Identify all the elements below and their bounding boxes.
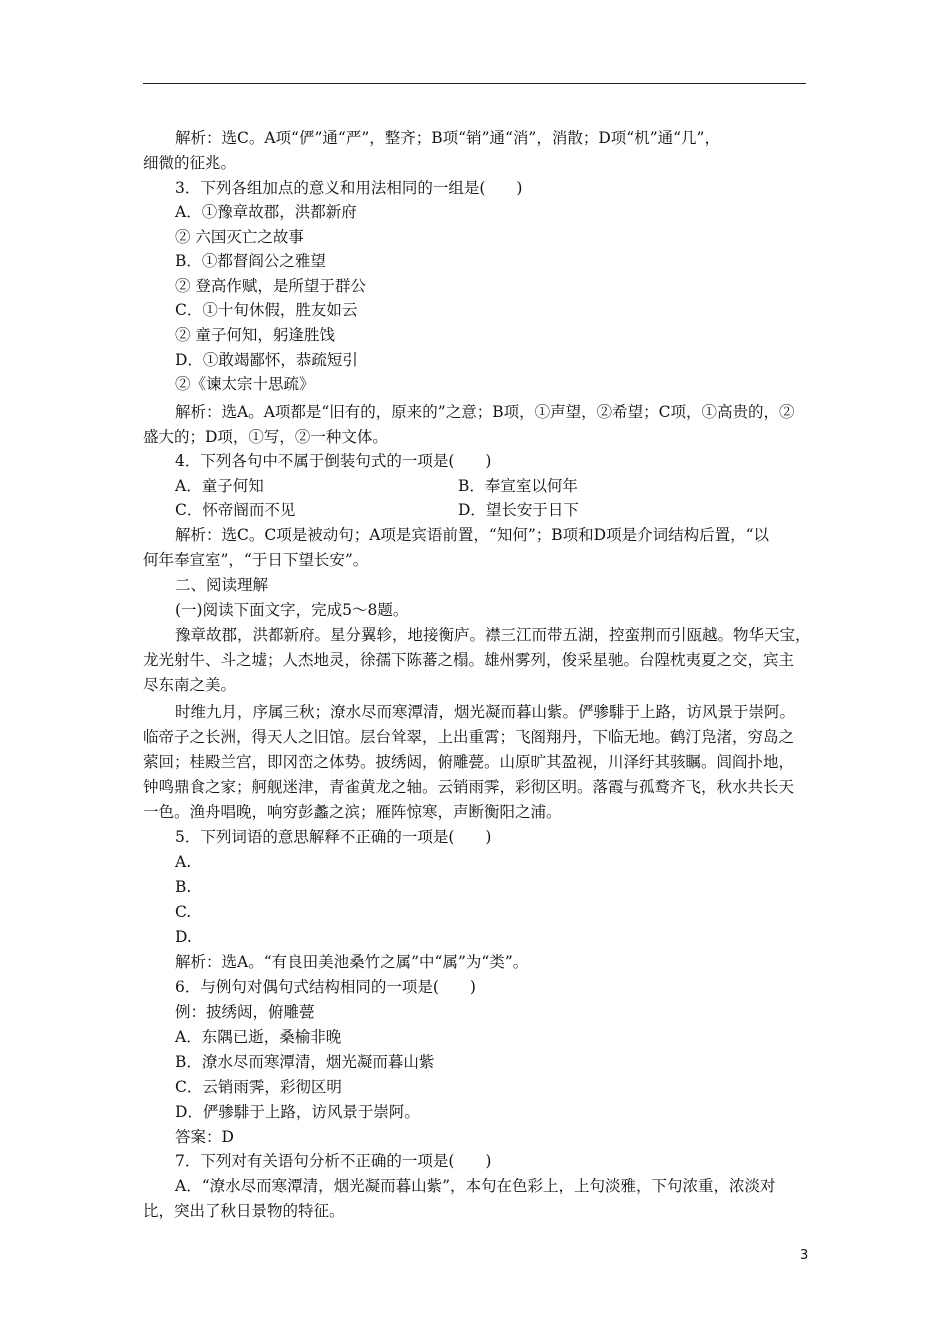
analysis-q2-cont: 细微的征兆。 bbox=[143, 154, 237, 172]
header-rule bbox=[143, 83, 806, 84]
q7-option-a: A．“潦水尽而寒潭清，烟光凝而暮山紫”，本句在色彩上，上句淡雅，下句浓重，浓淡对 bbox=[175, 1177, 776, 1195]
q4-option-a: A．童子何知 bbox=[175, 477, 264, 495]
q6-example: 例：披绣闼，俯雕甍 bbox=[175, 1003, 315, 1021]
q4-option-b: B．奉宣室以何年 bbox=[458, 477, 578, 495]
passage-p1-l2: 龙光射牛、斗之墟；人杰地灵，徐孺下陈蕃之榻。雄州雾列，俊采星驰。台隍枕夷夏之交，宾主 bbox=[143, 651, 795, 669]
page-number: 3 bbox=[800, 1248, 809, 1263]
passage-instruction: (一)阅读下面文字，完成5～8题。 bbox=[175, 601, 409, 619]
passage-p2-l1: 时维九月，序属三秋；潦水尽而寒潭清，烟光凝而暮山紫。俨骖騑于上路，访风景于崇阿。 bbox=[175, 703, 796, 721]
q3-option-a1: A．①豫章故郡，洪都新府 bbox=[175, 203, 357, 221]
q3-option-d2: ②《谏太宗十思疏》 bbox=[175, 375, 315, 393]
q3-option-c2: ② 童子何知，躬逢胜饯 bbox=[175, 326, 335, 344]
question-3: 3．下列各组加点的意义和用法相同的一组是( ) bbox=[175, 179, 523, 197]
passage-p2-l2: 临帝子之长洲，得天人之旧馆。层台耸翠，上出重霄；飞阁翔丹，下临无地。鹤汀凫渚，穷岛之 bbox=[143, 728, 795, 746]
analysis-q3: 解析：选A。A项都是“旧有的，原来的”之意；B项，①声望，②希望；C项，①高贵的，② bbox=[175, 403, 795, 421]
analysis-q5: 解析：选A。“有良田美池桑竹之属”中“属”为“类”。 bbox=[175, 953, 529, 971]
q4-row-1 bbox=[175, 476, 815, 496]
question-5: 5．下列词语的意思解释不正确的一项是( ) bbox=[175, 828, 492, 846]
q6-option-d: D．俨骖騑于上路，访风景于崇阿。 bbox=[175, 1103, 420, 1121]
q4-option-d: D．望长安于日下 bbox=[458, 501, 579, 519]
q6-option-c: C．云销雨霁，彩彻区明 bbox=[175, 1078, 342, 1096]
q3-option-b1: B．①都督阎公之雅望 bbox=[175, 252, 326, 270]
passage-p1-l1: 豫章故郡，洪都新府。星分翼轸，地接衡庐。襟三江而带五湖，控蛮荆而引瓯越。物华天宝， bbox=[175, 626, 811, 644]
q7-option-a-cont: 比，突出了秋日景物的特征。 bbox=[143, 1202, 345, 1220]
analysis-q4: 解析：选C。C项是被动句；A项是宾语前置，“知何”；B项和D项是介词结构后置，“以 bbox=[175, 526, 770, 544]
question-7: 7．下列对有关语句分析不正确的一项是( ) bbox=[175, 1152, 492, 1170]
passage-p1-l3: 尽东南之美。 bbox=[143, 676, 237, 694]
answer-q6: 答案：D bbox=[175, 1128, 234, 1146]
q3-option-a2: ② 六国灭亡之故事 bbox=[175, 228, 304, 246]
q6-option-a: A．东隅已逝，桑榆非晚 bbox=[175, 1028, 342, 1046]
passage-p2-l3: 萦回；桂殿兰宫，即冈峦之体势。披绣闼，俯雕甍。山原旷其盈视，川泽纡其骇瞩。闾阎扑地， bbox=[143, 753, 795, 771]
q5-option-b: B. bbox=[175, 878, 192, 896]
q4-row-2 bbox=[175, 500, 815, 520]
q3-option-d1: D．①敢竭鄙怀，恭疏短引 bbox=[175, 351, 358, 369]
q5-option-a: A. bbox=[175, 853, 192, 871]
analysis-q3-cont: 盛大的；D项，①写，②一种文体。 bbox=[143, 428, 388, 446]
q3-option-b2: ② 登高作赋，是所望于群公 bbox=[175, 277, 366, 295]
analysis-q4-cont: 何年奉宣室”，“于日下望长安”。 bbox=[143, 551, 369, 569]
question-4: 4．下列各句中不属于倒装句式的一项是( ) bbox=[175, 452, 492, 470]
q5-option-c: C. bbox=[175, 903, 192, 921]
question-6: 6．与例句对偶句式结构相同的一项是( ) bbox=[175, 978, 476, 996]
q6-option-b: B．潦水尽而寒潭清，烟光凝而暮山紫 bbox=[175, 1053, 435, 1071]
q5-option-d: D. bbox=[175, 928, 192, 946]
q3-option-c1: C．①十旬休假，胜友如云 bbox=[175, 301, 358, 319]
passage-p2-l5: 一色。渔舟唱晚，响穷彭蠡之滨；雁阵惊寒，声断衡阳之浦。 bbox=[143, 803, 562, 821]
section-heading: 二、阅读理解 bbox=[175, 576, 269, 594]
q4-option-c: C．怀帝阍而不见 bbox=[175, 501, 296, 519]
analysis-q2: 解析：选C。A项“俨”通“严”，整齐；B项“销”通“消”，消散；D项“机”通“几”， bbox=[175, 129, 720, 147]
passage-p2-l4: 钟鸣鼎食之家；舸舰迷津，青雀黄龙之轴。云销雨霁，彩彻区明。落霞与孤鹜齐飞，秋水共长天 bbox=[143, 778, 795, 796]
